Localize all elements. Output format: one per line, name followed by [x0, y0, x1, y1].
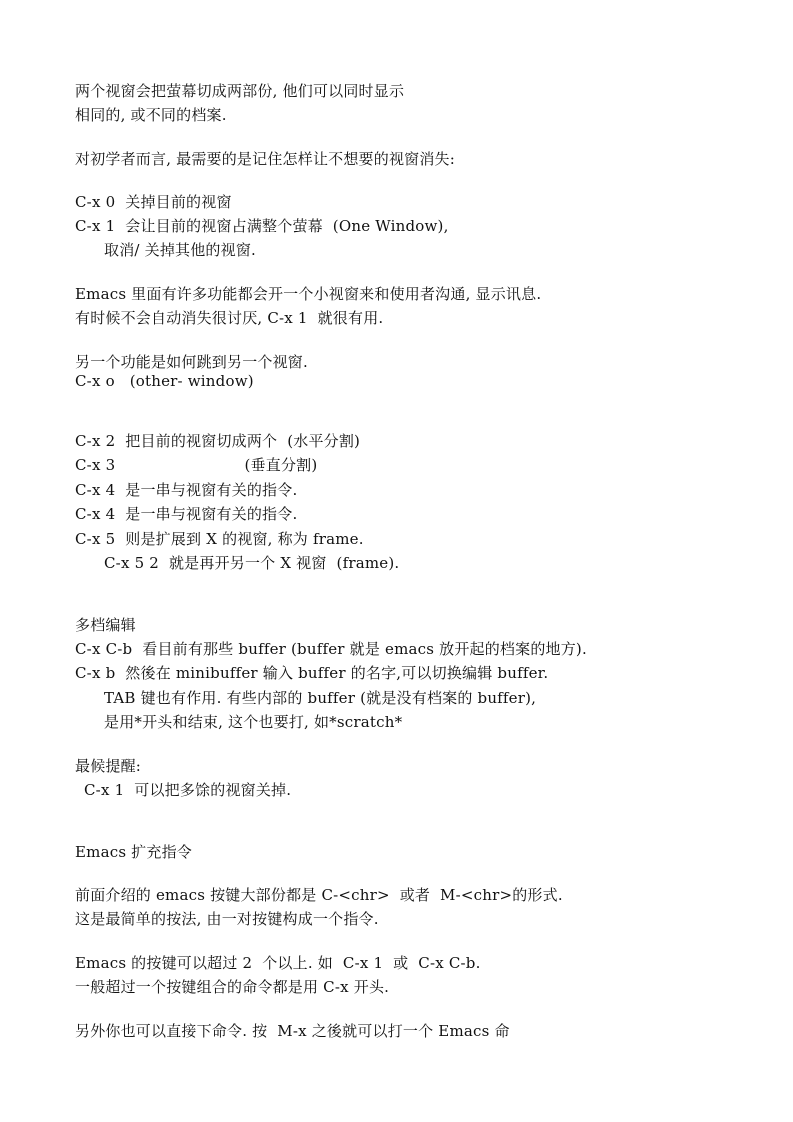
text-line: C-x 1 可以把多馀的视窗关掉. — [84, 781, 292, 799]
text-line: 这是最简单的按法, 由一对按键构成一个指令. — [75, 910, 379, 928]
text-line: 有时候不会自动消失很讨厌, C-x 1 就很有用. — [75, 309, 384, 327]
text-line: C-x 2 把目前的视窗切成两个 (水平分割) — [75, 432, 361, 450]
text-line: 对初学者而言, 最需要的是记住怎样让不想要的视窗消失: — [75, 150, 455, 168]
text-line: 多档编辑 — [75, 616, 136, 634]
text-line: 两个视窗会把萤幕切成两部份, 他们可以同时显示 — [75, 82, 405, 100]
text-line: 取消/ 关掉其他的视窗. — [104, 241, 256, 259]
text-line: TAB 键也有作用. 有些内部的 buffer (就是没有档案的 buffer), — [104, 689, 537, 707]
text-line: 最候提醒: — [75, 757, 142, 775]
text-line: Emacs 的按键可以超过 2 个以上. 如 C-x 1 或 C-x C-b. — [75, 954, 481, 972]
text-line: C-x C-b 看目前有那些 buffer (buffer 就是 emacs 放开起的档案的地方). — [75, 640, 587, 658]
text-line: C-x 1 会让目前的视窗占满整个萤幕 (One Window), — [75, 217, 449, 235]
text-line: C-x b 然後在 minibuffer 输入 buffer 的名字,可以切换编辑 buffer. — [75, 664, 549, 682]
text-line: C-x o (other- window) — [75, 372, 254, 390]
text-line: 是用*开头和结束, 这个也要打, 如*scratch* — [104, 713, 403, 731]
text-line: C-x 4 是一串与视窗有关的指令. — [75, 481, 298, 499]
text-line: Emacs 扩充指令 — [75, 843, 192, 861]
text-line: 另外你也可以直接下命令. 按 M-x 之後就可以打一个 Emacs 命 — [75, 1022, 510, 1040]
text-line: Emacs 里面有许多功能都会开一个小视窗来和使用者沟通, 显示讯息. — [75, 285, 542, 303]
text-line: C-x 0 关掉目前的视窗 — [75, 193, 232, 211]
text-line: 一般超过一个按键组合的命令都是用 C-x 开头. — [75, 978, 390, 996]
text-line: C-x 4 是一串与视窗有关的指令. — [75, 505, 298, 523]
text-line: 相同的, 或不同的档案. — [75, 106, 227, 124]
text-line: 另一个功能是如何跳到另一个视窗. — [75, 353, 308, 371]
text-line: C-x 5 则是扩展到 X 的视窗, 称为 frame. — [75, 530, 364, 548]
text-line: 前面介绍的 emacs 按键大部份都是 C-<chr> 或者 M-<chr>的形式. — [75, 886, 563, 904]
text-line: C-x 5 2 就是再开另一个 X 视窗 (frame). — [104, 554, 400, 572]
text-line: C-x 3 (垂直分割) — [75, 456, 318, 474]
